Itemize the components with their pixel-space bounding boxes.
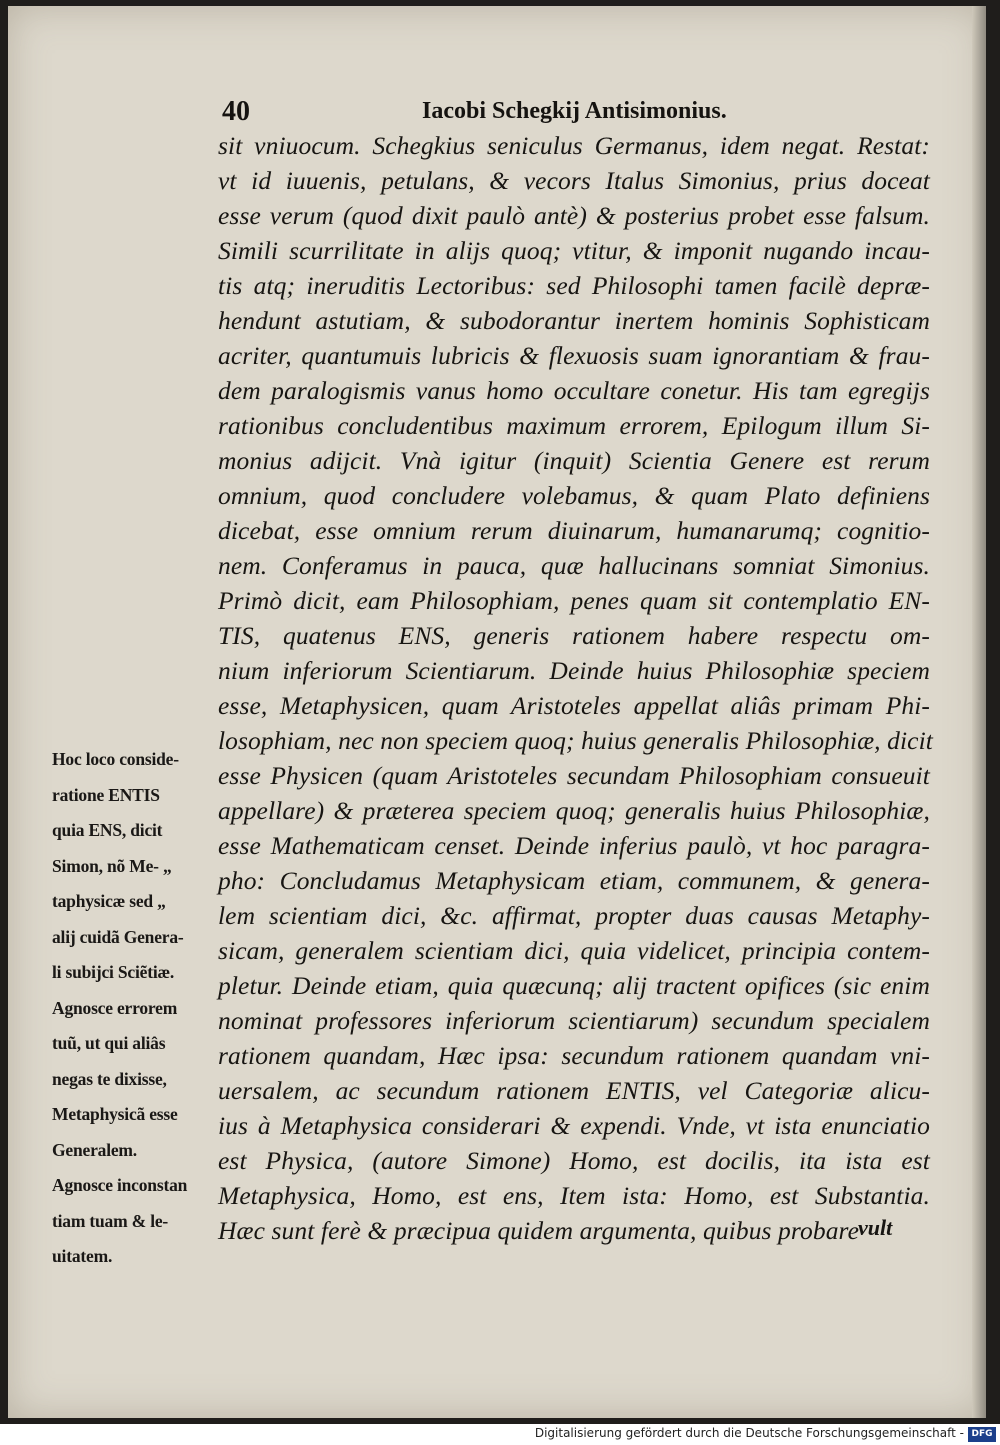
margin-note-line: Agnosce inconstan bbox=[52, 1175, 188, 1195]
margin-note-line: Agnosce errorem bbox=[52, 997, 178, 1018]
text-line: esse Mathematicam censet. Deinde inferius paulò, vt hoc paragra- bbox=[218, 831, 930, 860]
text-line: lem scientiam dici, &c. affirmat, propter duas causas Metaphy- bbox=[218, 901, 930, 930]
text-line: dicebat, esse omnium rerum diuinarum, humanarumq; cognitio- bbox=[218, 516, 930, 545]
margin-note-line: li subijci Sciẽtiæ. bbox=[52, 962, 175, 982]
margin-note-line: Generalem. bbox=[52, 1139, 137, 1160]
catchword: vult bbox=[858, 1215, 893, 1240]
page-number: 40 bbox=[222, 96, 250, 127]
margin-note-line: negas te dixisse, bbox=[52, 1068, 167, 1089]
text-line: nium inferiorum Scientiarum. Deinde huius Philosophiæ speciem bbox=[218, 656, 930, 685]
text-line: pho: Concludamus Metaphysicam etiam, communem, & genera- bbox=[218, 866, 930, 895]
margin-note-line: alij cuidã Genera- bbox=[52, 926, 184, 947]
text-line: esse Physicen (quam Aristoteles secundam Philosophiam consueuit bbox=[218, 761, 930, 790]
text-line: dem paralogismis vanus homo occultare conetur. His tam egregijs bbox=[218, 376, 930, 405]
text-line: omnium, quod concludere volebamus, & quam Plato definiens bbox=[218, 481, 930, 510]
text-line: sit vniuocum. Schegkius seniculus Germanus, idem negat. Restat: bbox=[218, 131, 930, 160]
margin-note-line: uitatem. bbox=[52, 1246, 113, 1266]
digitization-credit: Digitalisierung gefördert durch die Deutsche Forschungsgemeinschaft - bbox=[534, 1426, 964, 1440]
text-line: hendunt astutiam, & subodorantur inertem hominis Sophisticam bbox=[218, 306, 930, 335]
text-line: nominat professores inferiorum scientiarum) secundum specialem bbox=[218, 1006, 930, 1035]
text-line: rationibus concludentibus maximum errorem, Epilogum illum Si- bbox=[218, 411, 930, 440]
text-line: losophiam, nec non speciem quoq; huius generalis Philosophiæ, dicit bbox=[218, 726, 933, 755]
dfg-logo: DFG bbox=[968, 1427, 996, 1442]
margin-note-line: tuũ, ut qui aliâs bbox=[52, 1033, 166, 1053]
page-edge bbox=[972, 6, 986, 1418]
text-line: uersalem, ac secundum rationem ENTIS, vel Categoriæ alicu- bbox=[218, 1076, 930, 1105]
margin-note-line: ratione ENTIS bbox=[52, 784, 160, 805]
margin-note-line: quia ENS, dicit bbox=[52, 820, 163, 840]
text-line: vt id iuuenis, petulans, & vecors Italus Simonius, prius doceat bbox=[218, 166, 930, 195]
text-line: esse verum (quod dixit paulò antè) & posterius probet esse falsum. bbox=[218, 201, 930, 230]
text-line: nem. Conferamus in pauca, quæ hallucinans somniat Simonius. bbox=[218, 551, 930, 580]
text-line: appellare) & præterea speciem quoq; generalis huius Philosophiæ, bbox=[218, 796, 930, 825]
text-line: rationem quandam, Hæc ipsa: secundum rationem quandam vni- bbox=[218, 1041, 930, 1070]
text-line: sicam, generalem scientiam dici, quia videlicet, principia contem- bbox=[218, 936, 930, 965]
margin-note-line: tiam tuam & le- bbox=[52, 1210, 169, 1231]
margin-note-line: taphysicæ sed „ bbox=[52, 891, 166, 911]
margin-note-line: Hoc loco conside- bbox=[52, 749, 179, 769]
text-line: acriter, quantumuis lubricis & flexuosis suam ignorantiam & frau- bbox=[218, 341, 930, 370]
text-line: tis atq; ineruditis Lectoribus: sed Philosophi tamen facilè depræ- bbox=[218, 271, 930, 300]
text-line: Primò dicit, eam Philosophiam, penes quam sit contemplatio EN- bbox=[218, 586, 930, 615]
text-line: esse, Metaphysicen, quam Aristoteles appellat aliâs primam Phi- bbox=[218, 691, 930, 720]
text-line: Hæc sunt ferè & præcipua quidem argumenta, quibus probare bbox=[218, 1216, 860, 1245]
running-title: Iacobi Schegkij Antisimonius. bbox=[422, 98, 727, 124]
text-line: Metaphysica, Homo, est ens, Item ista: Homo, est Substantia. bbox=[218, 1181, 930, 1210]
text-line: pletur. Deinde etiam, quia quæcunq; alij tractent opifices (sic enim bbox=[218, 971, 930, 1000]
text-line: Simili scurrilitate in alijs quoq; vtitur, & imponit nugando incau- bbox=[218, 236, 930, 265]
text-line: TIS, quatenus ENS, generis rationem habere respectu om- bbox=[218, 621, 930, 650]
main-text-block bbox=[218, 128, 933, 1248]
margin-note-line: Metaphysicã esse bbox=[52, 1104, 178, 1124]
text-line: ius à Metaphysica considerari & expendi. Vnde, vt ista enunciatio bbox=[218, 1111, 930, 1140]
text-line: monius adijcit. Vnà igitur (inquit) Scientia Genere est rerum bbox=[218, 446, 930, 475]
marginal-notes bbox=[52, 742, 232, 1275]
text-line: est Physica, (autore Simone) Homo, est docilis, ita ista est bbox=[218, 1146, 930, 1175]
footer-bar bbox=[0, 1424, 1000, 1445]
margin-note-line: Simon, nõ Me- „ bbox=[52, 855, 172, 876]
